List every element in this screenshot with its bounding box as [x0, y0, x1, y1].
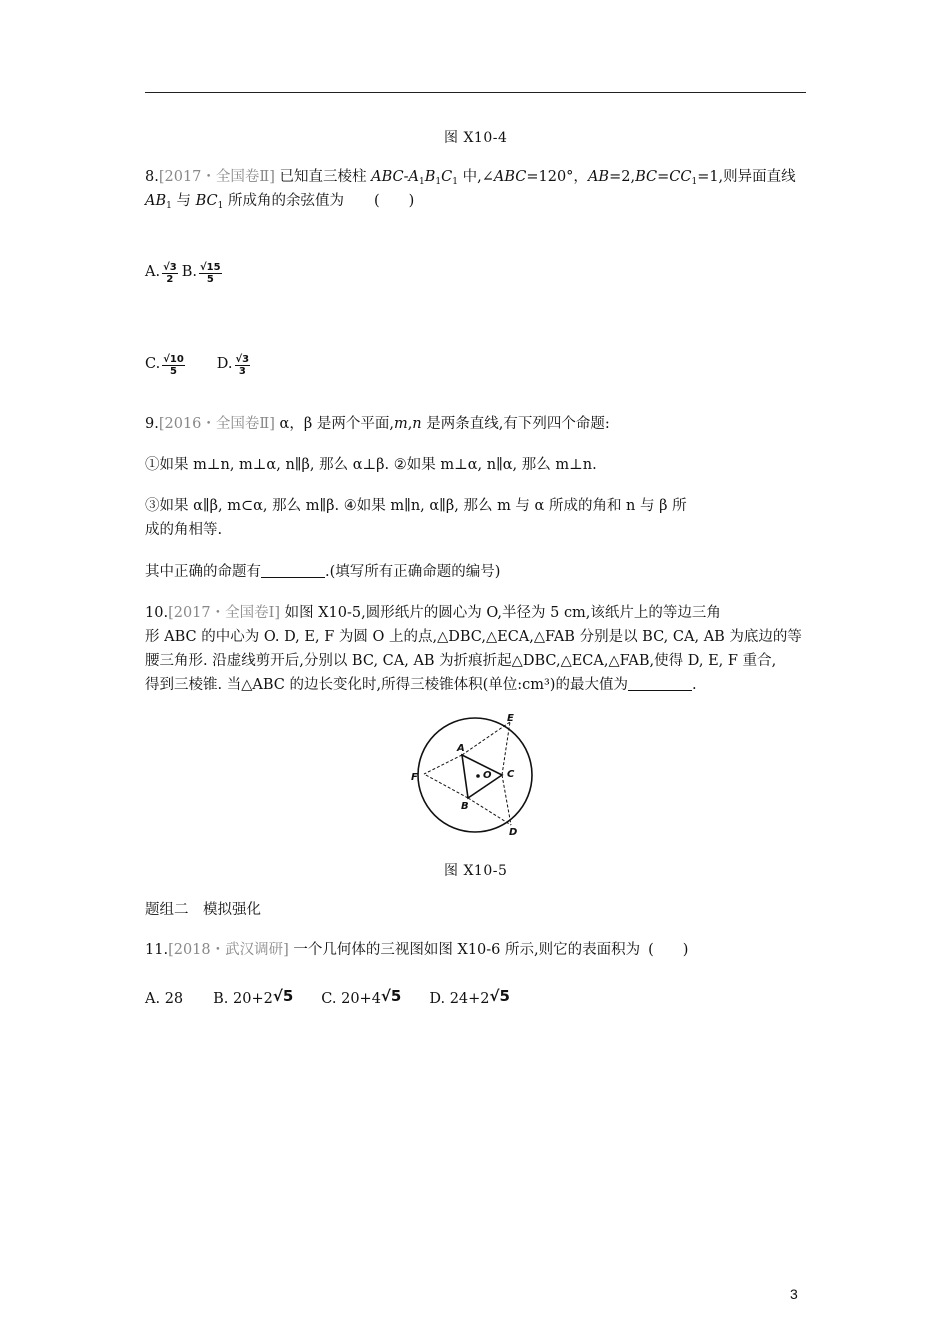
option-a: A. 28	[145, 991, 184, 1007]
section-heading: 题组二 模拟强化	[145, 902, 261, 918]
label-f: F	[411, 772, 418, 783]
q9-line4: 成的角相等.	[145, 522, 223, 538]
page-number: 3	[790, 1286, 798, 1302]
q8-line2: $AB_1$ 与 $BC_1$ 所成角的余弦值为 ( )	[145, 193, 415, 211]
q8-source: [2017・全国卷Ⅱ]	[158, 169, 275, 185]
option-d-label: D.	[216, 356, 233, 372]
q11-source: [2018・武汉调研]	[168, 942, 289, 958]
q8-options-cd	[145, 354, 254, 377]
label-c: C	[507, 769, 515, 780]
option-b-label: B.	[181, 264, 197, 280]
figure-caption-x10-4: 图 X10-4	[444, 130, 508, 146]
q8-number: 8.	[145, 169, 159, 185]
q10-number: 10.	[145, 605, 169, 621]
answer-paren: ( )	[373, 193, 415, 209]
label-b: B	[461, 801, 469, 812]
q9-number: 9.	[145, 416, 159, 432]
paper-circle	[418, 718, 532, 832]
answer-paren: ( )	[648, 942, 689, 958]
q9-answer-line: 其中正确的命题有 .(填写所有正确命题的编号)	[145, 564, 501, 580]
q9-proposition-3-4: ③如果 α∥β, m⊂α, 那么 m∥β. ④如果 m∥n, α∥β, 那么 m 与 α 所成的角和 n 与 β 所	[145, 498, 687, 514]
triangle-abc	[462, 755, 502, 798]
center-point	[476, 774, 480, 778]
answer-blank	[628, 676, 692, 691]
q8-options-ab	[145, 262, 226, 285]
answer-blank	[261, 563, 325, 578]
q11-options: A. 28 B. 20+2√5 C. 20+4√5 D. 24+2√5	[145, 987, 510, 1007]
q9-line1: 9.[2016・全国卷Ⅱ] α，β 是两个平面,m,n 是两条直线,有下列四个命题:	[145, 416, 610, 432]
q9-source: [2016・全国卷Ⅱ]	[158, 416, 275, 432]
q11-number: 11.	[145, 942, 169, 958]
option-b: B. 20+2	[213, 991, 273, 1007]
option-c-label: C.	[145, 356, 161, 372]
q11-line1: 11.[2018・武汉调研] 一个几何体的三视图如图 X10-6 所示,则它的表面积为 ( )	[145, 942, 689, 958]
q9-proposition-1-2: ①如果 m⊥n, m⊥α, n∥β, 那么 α⊥β. ②如果 m⊥α, n∥α, 那么 m⊥n.	[145, 457, 597, 473]
option-a-fraction: $\frac{√3}{2}$	[163, 262, 177, 285]
option-d-fraction: $\frac{√3}{3}$	[235, 354, 250, 377]
circle-triangle-figure	[405, 710, 545, 840]
option-c-fraction: $\frac{√10}{5}$	[163, 354, 184, 377]
q10-line1: 10.[2017・全国卷Ⅰ] 如图 X10-5,圆形纸片的圆心为 O,半径为 5 cm,该纸片上的等边三角	[145, 605, 721, 621]
label-o: O	[483, 770, 492, 781]
label-a: A	[457, 743, 465, 754]
q10-line3: 腰三角形. 沿虚线剪开后,分别以 BC, CA, AB 为折痕折起△DBC,△ECA,△FAB,使得 D, E, F 重合,	[145, 653, 777, 669]
option-b-fraction: $\frac{√15}{5}$	[200, 262, 221, 285]
q8-line1: 8.[2017・全国卷Ⅱ] 已知直三棱柱 ABC-$A_1B_1C_1$ 中,∠ABC=120°，$AB=2,BC=CC_1=1$,则异面直线	[145, 169, 796, 187]
label-e: E	[507, 713, 514, 724]
q10-line2: 形 ABC 的中心为 O. D, E, F 为圆 O 上的点,△DBC,△ECA,△FAB 分别是以 BC, CA, AB 为底边的等	[145, 629, 802, 645]
q10-source: [2017・全国卷Ⅰ]	[168, 605, 281, 621]
q10-line4: 得到三棱锥. 当△ABC 的边长变化时,所得三棱锥体积(单位:cm³)的最大值为 .	[145, 677, 697, 693]
option-a-label: A.	[145, 264, 161, 280]
option-c: C. 20+4	[321, 991, 381, 1007]
label-d: D	[509, 827, 518, 838]
header-rule	[145, 92, 806, 93]
figure-caption-x10-5: 图 X10-5	[444, 863, 508, 879]
option-d: D. 24+2	[429, 991, 490, 1007]
